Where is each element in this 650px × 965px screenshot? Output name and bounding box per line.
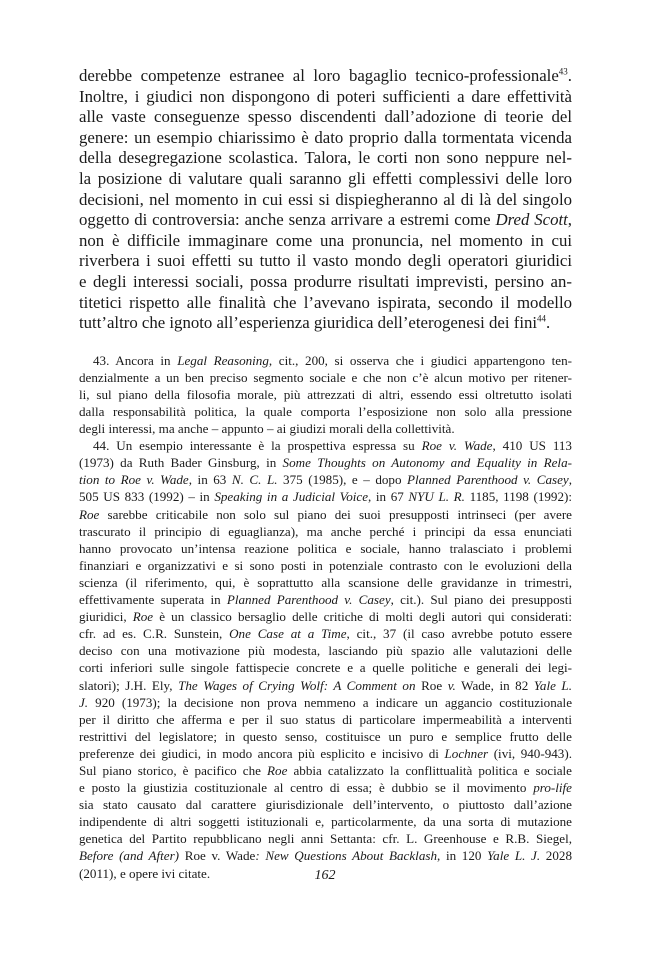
footnote-ref-43[interactable]: 43: [558, 66, 568, 77]
body-line: e degli interessi sociali, possa produrre risultati imprevisti, persino an-: [79, 271, 572, 291]
body-line: genere: un esempio chiarissimo è dato proprio dalla tormentata vicenda: [79, 127, 572, 147]
body-line: alle vaste conseguenze spesso discendenti dall’adozione di teorie del: [79, 107, 572, 127]
body-line: decisioni, nel momento in cui essi si dispiegheranno al di là del singolo: [79, 189, 572, 209]
page-content: [79, 66, 572, 882]
footnote-44: 44. Un esempio interessante è la prospettiva espressa su Roe v. Wade, 410 US 113 (1973) da Ruth Bader Ginsburg, in Some Thoughts on Autonomy and Equality in Rela- tion to Roe v. Wade, in 63 N. C. L. 375 (1985), e – dopo Planned Parenthood v. Casey, 505 US 833 (1992) – in Speaking in a Judicial Voice, in 67 NYU L. R. 1185, 1198 (1992): Roe sarebbe criticabile non solo sul piano dei suoi presupposti intrinseci (per avere trascurato il principio di eguaglianza), ma anche perché i principi da essa enunciati hanno provocato un’intensa reazione politica e sociale, hanno tralasciato i problemi finanziari e organizzativi e si sono posti in potenziale contrasto con le evoluzioni della scienza (il riferimento, qui, è soprattutto alla scansione delle gravidanze in trimestri, effettivamente superata in Planned Parenthood v. Casey, cit.). Sul piano dei presupposti giuridici, Roe è un classico bersaglio delle critiche di molti degli autori qui considerati: cfr. ad es. C.R. Sunstein, One Case at a Time, cit., 37 (il caso avrebbe potuto essere deciso con una motivazione più modesta, lasciando più spazio alle valutazioni delle corti inferiori sulle singole fattispecie concrete e a quelle politiche e generali dei legi- slatori); J.H. Ely, The Wages of Crying Wolf: A Comment on Roe v. Wade, in 82 Yale L. J. 920 (1973); la decisione non prova nemmeno a indicare un aggancio costituzionale per il diritto che afferma e per il suo status di particolare impermeabilità a interventi restrittivi del legislatore; in questo senso, costituisce un puro e semplice frutto delle preferenze dei giudici, in modo ancora più esplicito e incisivo di Lochner (ivi, 940-943). Sul piano storico, è pacifico che Roe abbia catalizzato la conflittualità politica e sociale e posto la giustizia costituzionale al centro di essa; è dubbio se il movimento pro-life sia stato causato dal carattere giurisdizionale dell’intervento, o piuttosto dall’azione indipendente di altri soggetti istituzionali e, particolarmente, da una sorta di mutazione genetica del Partito repubblicano negli anni Settanta: cfr. L. Greenhouse e R.B. Siegel, Before (and After) Roe v. Wade: New Questions About Backlash, in 120 Yale L. J. 2028 (2011), e opere ivi citate.: [79, 438, 573, 881]
footnote-ref-44[interactable]: 44: [537, 313, 547, 324]
body-line: titetici rispetto alle finalità che l’avevano ispirata, secondo il modello: [79, 292, 572, 312]
body-line: tutt’altro che ignoto all’esperienza giuridica dell’eterogenesi dei fini$^{44}$.: [79, 313, 551, 333]
body-line: Inoltre, i giudici non dispongono di poteri sufficienti a dare effettività: [79, 86, 572, 106]
body-text: [79, 66, 572, 334]
body-line: la posizione di valutare quali saranno gli effetti complessivi delle loro: [79, 168, 572, 188]
footnotes: [79, 352, 572, 882]
case-name: Dred Scott: [495, 210, 568, 230]
body-line: derebbe competenze estranee al loro bagaglio tecnico-professionale$^{43}$.: [79, 66, 572, 85]
body-line: oggetto di controversia: anche senza arrivare a estremi come Dred Scott,: [79, 210, 572, 230]
body-line: della desegregazione scolastica. Talora, le corti non sono neppure nel-: [79, 148, 572, 168]
body-line: riverbera i suoi effetti su tutto il vasto mondo degli operatori giuridici: [79, 251, 572, 271]
page-number: 162: [314, 868, 336, 883]
body-line: non è difficile immaginare come una pronuncia, nel momento in cui: [79, 230, 572, 250]
footnote-43: 43. Ancora in Legal Reasoning, cit., 200, si osserva che i giudici appartengono ten- denzialmente a un ben preciso segmento sociale e che non c’è alcun motivo per ritener- li, sul piano della filosofia morale, più attrezzati di altri, essendo essi oltretutto isolati dalla responsabilità politica, la quale comporta l’esposizione non solo alla pressione degli interessi, ma anche – appunto – ai giudizi morali della collettività.: [79, 352, 572, 437]
